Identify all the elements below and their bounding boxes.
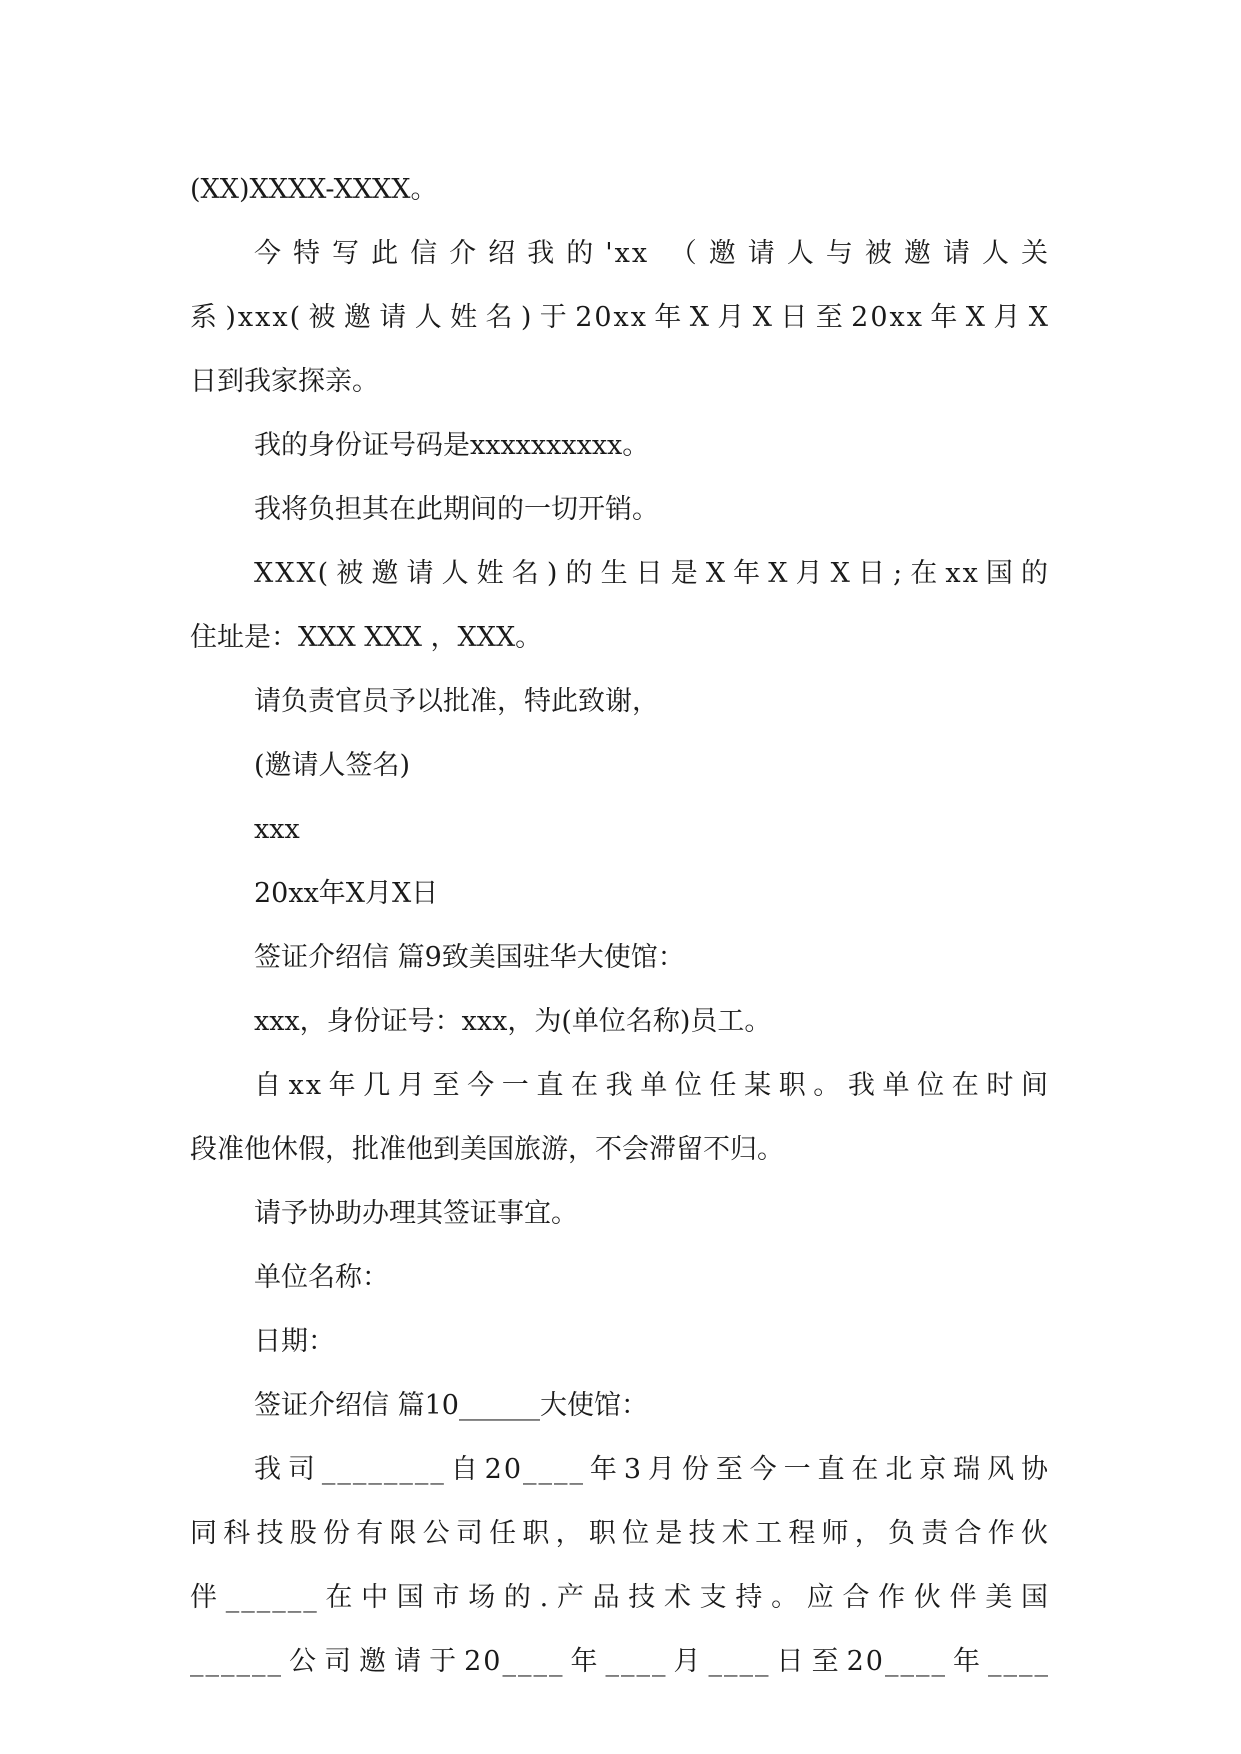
paragraph-line: 系)xxx(被邀请人姓名)于20xx年X月X日至20xx年X月X	[190, 302, 1050, 333]
signature-name: xxx	[254, 814, 300, 845]
company-name-label: 单位名称：	[254, 1262, 389, 1293]
section-heading: 签证介绍信 篇9致美国驻华大使馆：	[254, 942, 685, 973]
letter-body	[190, 158, 1050, 1694]
paragraph-line: XXX(被邀请人姓名)的生日是X年X月X日;在xx国的	[254, 558, 1050, 589]
paragraph-line: xxx，身份证号：xxx，为(单位名称)员工。	[254, 1006, 772, 1037]
phone-line: (XX)XXXX-XXXX。	[190, 174, 438, 205]
paragraph-line: 住址是：XXX XXX ，XXX。	[190, 622, 543, 653]
section-heading: 签证介绍信 篇10______大使馆：	[254, 1390, 648, 1421]
date-label: 日期：	[254, 1326, 335, 1357]
paragraph-line: 伴______在中国市场的.产品技术支持。应合作伙伴美国	[190, 1582, 1050, 1613]
paragraph-line: 我的身份证号码是xxxxxxxxxx。	[254, 430, 650, 461]
paragraph-line: 日到我家探亲。	[190, 366, 379, 397]
paragraph-line: 我将负担其在此期间的一切开销。	[254, 494, 659, 525]
closing-line: 请负责官员予以批准，特此致谢，	[254, 686, 659, 717]
paragraph-line: 请予协助办理其签证事宜。	[254, 1198, 578, 1229]
paragraph-line: 我司________自20____年3月份至今一直在北京瑞风协	[254, 1454, 1050, 1485]
paragraph-line: ______公司邀请于20____年____月____日至20____年____	[190, 1646, 1050, 1677]
paragraph-line: 同科技股份有限公司任职，职位是技术工程师，负责合作伙	[190, 1518, 1050, 1549]
paragraph-line: 段准他休假，批准他到美国旅游，不会滞留不归。	[190, 1134, 784, 1165]
letter-date: 20xx年X月X日	[254, 878, 439, 909]
paragraph-line: 自xx年几月至今一直在我单位任某职。我单位在时间	[254, 1070, 1050, 1101]
signature-label: (邀请人签名)	[254, 750, 411, 781]
paragraph-line: 今特写此信介绍我的'xx （邀请人与被邀请人关	[254, 238, 1050, 269]
